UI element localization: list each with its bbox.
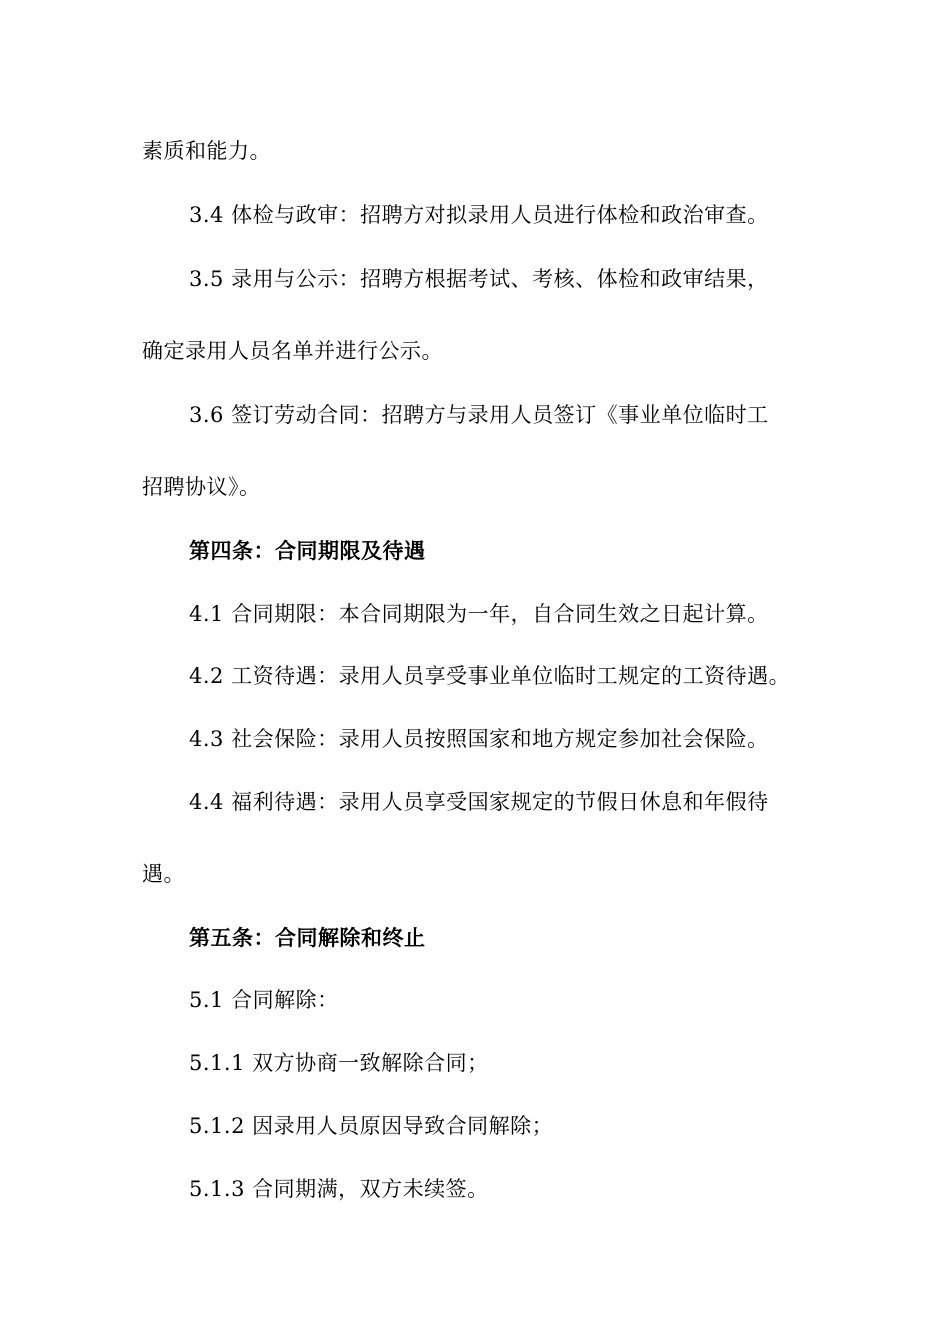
article-4-heading: 第四条：合同期限及待遇	[189, 539, 426, 563]
clause-4-4-continuation: 遇。	[142, 862, 185, 886]
clause-4-1: 4.1 合同期限：本合同期限为一年，自合同生效之日起计算。	[189, 602, 769, 626]
article-5-heading: 第五条：合同解除和终止	[189, 926, 426, 950]
clause-3-5: 3.5 录用与公示：招聘方根据考试、考核、体检和政审结果，	[189, 267, 769, 291]
clause-5-1-2: 5.1.2 因录用人员原因导致合同解除；	[189, 1114, 554, 1138]
clause-4-3: 4.3 社会保险：录用人员按照国家和地方规定参加社会保险。	[189, 727, 769, 751]
clause-3-6-continuation: 招聘协议》。	[142, 475, 261, 499]
clause-5-1-3: 5.1.3 合同期满，双方未续签。	[189, 1177, 489, 1201]
paragraph-continuation: 素质和能力。	[142, 139, 271, 163]
clause-4-2: 4.2 工资待遇：录用人员享受事业单位临时工规定的工资待遇。	[189, 664, 791, 688]
clause-3-6: 3.6 签订劳动合同：招聘方与录用人员签订《事业单位临时工	[189, 403, 769, 427]
clause-5-1: 5.1 合同解除：	[189, 988, 339, 1012]
clause-4-4: 4.4 福利待遇：录用人员享受国家规定的节假日休息和年假待	[189, 790, 769, 814]
clause-3-5-continuation: 确定录用人员名单并进行公示。	[142, 339, 443, 363]
clause-5-1-1: 5.1.1 双方协商一致解除合同；	[189, 1051, 489, 1075]
clause-3-4: 3.4 体检与政审：招聘方对拟录用人员进行体检和政治审查。	[189, 203, 769, 227]
